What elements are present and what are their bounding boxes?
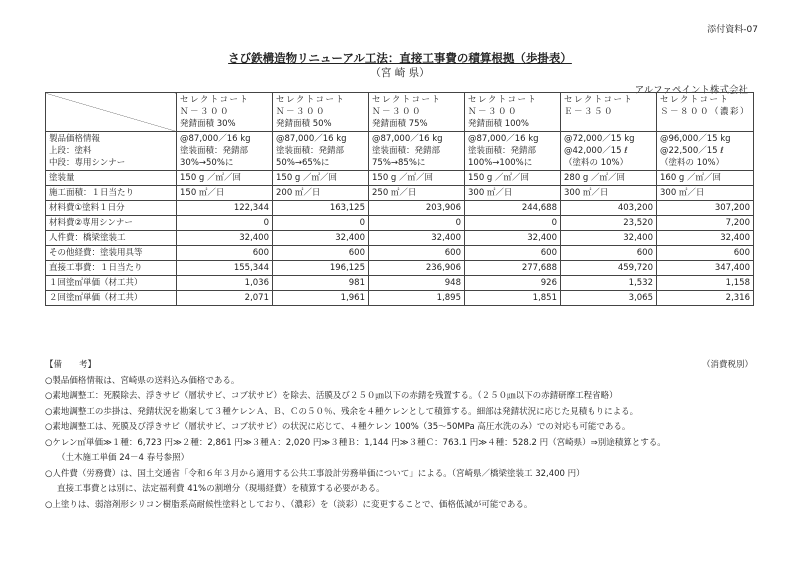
price-info-label: 上段：塗料 [49,146,92,156]
column-header-line1: セレクトコート [564,95,634,105]
column-header-line3 [660,118,750,130]
table-cell: 0 [465,216,561,231]
table-row [46,276,754,291]
table-header-row [46,93,754,132]
table-cell: 1,851 [465,291,561,306]
table-cell: 196,125 [273,261,369,276]
table-cell: 1,158 [657,276,754,291]
price-info-cell [561,132,657,171]
column-header-line2: Ｎ－３００ [468,107,519,117]
notes-heading: 【備 考】 [45,360,97,370]
column-header-line2: Ｓ－８００（濃彩） [660,107,751,117]
document-subtitle: （宮 崎 県） [370,67,430,79]
table-cell: 150 g ／㎡／回 [273,171,369,186]
column-header [369,93,465,132]
table-cell: 459,720 [561,261,657,276]
notes-section [45,358,765,513]
company-name: アルファペイント株式会社 [634,85,748,96]
column-header-line2: Ｎ－３００ [276,107,327,117]
tax-note: （消費税別） [701,360,753,370]
table-cell: 926 [465,276,561,291]
table-cell: 600 [657,246,754,261]
price-info-cell [657,132,754,171]
note-item: ○製品価格情報は、宮崎県の送料込み価格である。 [45,375,240,386]
price-info-label: 中段：専用シンナー [49,158,126,168]
table-row [46,246,754,261]
table-cell: 244,688 [465,201,561,216]
cost-table-body [46,93,754,306]
table-cell: 2,316 [657,291,754,306]
column-header-line3: 発錆面積 100% [468,119,530,129]
table-cell: 32,400 [561,231,657,246]
price-info-cell [273,132,369,171]
table-row [46,216,754,231]
price-info-line: 30%→50%に [180,158,234,168]
table-cell: 981 [273,276,369,291]
table-cell: 600 [369,246,465,261]
notes-list [45,374,765,514]
table-cell: 300 ㎡／日 [561,186,657,201]
table-row [46,231,754,246]
table-cell: 1,036 [177,276,273,291]
price-info-cell [177,132,273,171]
column-header-line1: セレクトコート [660,95,730,105]
price-info-line: @72,000／15 kg [564,134,635,144]
price-info-line: （塗料の 10%） [564,158,629,168]
row-label: 施工面積：１日当たり [46,186,177,201]
table-cell: 163,125 [273,201,369,216]
table-cell: 0 [369,216,465,231]
price-info-label: 製品価格情報 [49,134,101,144]
price-info-line: @87,000／16 kg [276,134,347,144]
table-row [46,186,754,201]
table-cell: 948 [369,276,465,291]
column-header [273,93,369,132]
table-cell: 300 ㎡／日 [657,186,754,201]
note-item: ○人件費（労務費）は、国土交通省「令和６年３月から適用する公共工事設計労務単価について」による。（宮崎県／橋梁塗装工 32,400 円） [45,468,585,479]
table-cell: 280 g ／㎡／回 [561,171,657,186]
price-info-line: @87,000／16 kg [468,134,539,144]
price-info-line: @87,000／16 kg [372,134,443,144]
price-info-line: @87,000／16 kg [180,134,251,144]
table-row [46,171,754,186]
column-header-line3: 発錆面積 50% [276,119,332,129]
table-cell: 32,400 [273,231,369,246]
table-cell: 2,071 [177,291,273,306]
table-cell: 150 g ／㎡／回 [177,171,273,186]
price-info-label-cell [46,132,177,171]
header-diagonal-cell [46,93,177,132]
table-row [46,291,754,306]
table-cell: 155,344 [177,261,273,276]
table-cell: 0 [273,216,369,231]
price-info-line: （塗料の 10%） [660,158,725,168]
table-cell: 1,532 [561,276,657,291]
attachment-reference: 添付資料-07 [707,25,758,35]
table-cell: 32,400 [369,231,465,246]
column-header-line3: 発錆面積 30% [180,119,236,129]
document-title [0,50,800,66]
table-cell: 150 g ／㎡／回 [369,171,465,186]
note-item: 直接工事費とは別に、法定福利費 41%の割増分（現場経費）を積算する必要がある。 [57,484,385,494]
column-header-line1: セレクトコート [372,95,442,105]
table-cell: 600 [561,246,657,261]
column-header-line3 [564,118,653,130]
price-info-line: 100%→100%に [468,158,533,168]
row-label: ２回塗㎡単価（材工共） [46,291,177,306]
note-item: ○素地調整工は、死膜及び浮きサビ（層状サビ、コブ状サビ）の状況に応じて、４種ケレン 100%（35～50MPa 高圧水洗のみ）での対応も可能である。 [45,422,631,432]
column-header-line1: セレクトコート [276,95,346,105]
column-header-line2: Ｎ－３００ [372,107,423,117]
price-info-line: 塗装面積：発錆部 [276,146,345,156]
table-cell: 307,200 [657,201,754,216]
note-item: ○上塗りは、弱溶剤形シリコン樹脂系高耐候性塗料としており、（濃彩）を（淡彩）に変更することで、価格低減が可能である。 [45,499,533,510]
table-cell: 347,400 [657,261,754,276]
document-title-text: さび鉄構造物リニューアル工法：直接工事費の積算根拠（歩掛表） [228,51,572,65]
table-cell: 277,688 [465,261,561,276]
price-info-line: @22,500／15 ℓ [660,146,724,156]
column-header [561,93,657,132]
table-cell: 1,961 [273,291,369,306]
row-label: １回塗㎡単価（材工共） [46,276,177,291]
column-header-line1: セレクトコート [468,95,538,105]
table-cell: 32,400 [177,231,273,246]
note-item: ○ケレン㎡単価≫１種：6,723 円≫２種：2,861 円≫３種Ａ：2,020 円≫３種Ｂ：1,144 円≫３種Ｃ：763.1 円≫４種：528.2 円（宮崎県）⇒別途積算とする。 [45,437,666,448]
table-cell: 150 g ／㎡／回 [465,171,561,186]
column-header-line3: 発錆面積 75% [372,119,428,129]
note-item: ○素地調整工の歩掛は、発錆状況を勘案して３種ケレンＡ、Ｂ、Ｃの５０％、残余を４種ケレンとして積算する。細部は発錆状況に応じた見積もりによる。 [45,406,639,417]
row-label: その他経費：塗装用具等 [46,246,177,261]
table-cell: 200 ㎡／日 [273,186,369,201]
price-info-line: 75%→85%に [372,158,426,168]
cost-table [45,92,754,306]
column-header-line2: Ｎ－３００ [180,107,231,117]
table-cell: 32,400 [465,231,561,246]
table-cell: 600 [465,246,561,261]
table-cell: 0 [177,216,273,231]
table-cell: 300 ㎡／日 [465,186,561,201]
table-cell: 203,906 [369,201,465,216]
table-cell: 600 [177,246,273,261]
table-cell: 236,906 [369,261,465,276]
column-header [657,93,754,132]
table-cell: 160 g ／㎡／回 [657,171,754,186]
column-header-line2: Ｅ－３５０ [564,107,615,117]
table-cell: 150 ㎡／日 [177,186,273,201]
price-info-line: 塗装面積：発錆部 [372,146,441,156]
row-label: 材料費①塗料１日分 [46,201,177,216]
table-cell: 250 ㎡／日 [369,186,465,201]
note-item: （土木施工単価 24－4 春号参照） [57,453,190,463]
price-info-row [46,132,754,171]
price-info-cell [369,132,465,171]
price-info-line: 塗装面積：発錆部 [468,146,537,156]
price-info-line: @96,000／15 kg [660,134,731,144]
price-info-cell [465,132,561,171]
row-label: 人件費：橋梁塗装工 [46,231,177,246]
table-row [46,261,754,276]
table-cell: 32,400 [657,231,754,246]
price-info-line: 50%→65%に [276,158,330,168]
row-label: 直接工事費：１日当たり [46,261,177,276]
table-cell: 23,520 [561,216,657,231]
notes-header [45,358,753,374]
column-header [177,93,273,132]
column-header-line1: セレクトコート [180,95,250,105]
table-cell: 600 [273,246,369,261]
table-cell: 403,200 [561,201,657,216]
table-cell: 122,344 [177,201,273,216]
row-label: 材料費②専用シンナー [46,216,177,231]
column-header [465,93,561,132]
row-label: 塗装量 [46,171,177,186]
price-info-line: 塗装面積：発錆部 [180,146,249,156]
table-cell: 7,200 [657,216,754,231]
table-cell: 1,895 [369,291,465,306]
table-row [46,201,754,216]
note-item: ○素地調整工：死膜除去、浮きサビ（層状サビ、コブ状サビ）を除去、活膜及び２５０㎛以下の赤錆を残置する。（２５０㎛以下の赤錆研摩工程省略） [45,391,618,401]
price-info-line: @42,000／15 ℓ [564,146,628,156]
table-cell: 3,065 [561,291,657,306]
